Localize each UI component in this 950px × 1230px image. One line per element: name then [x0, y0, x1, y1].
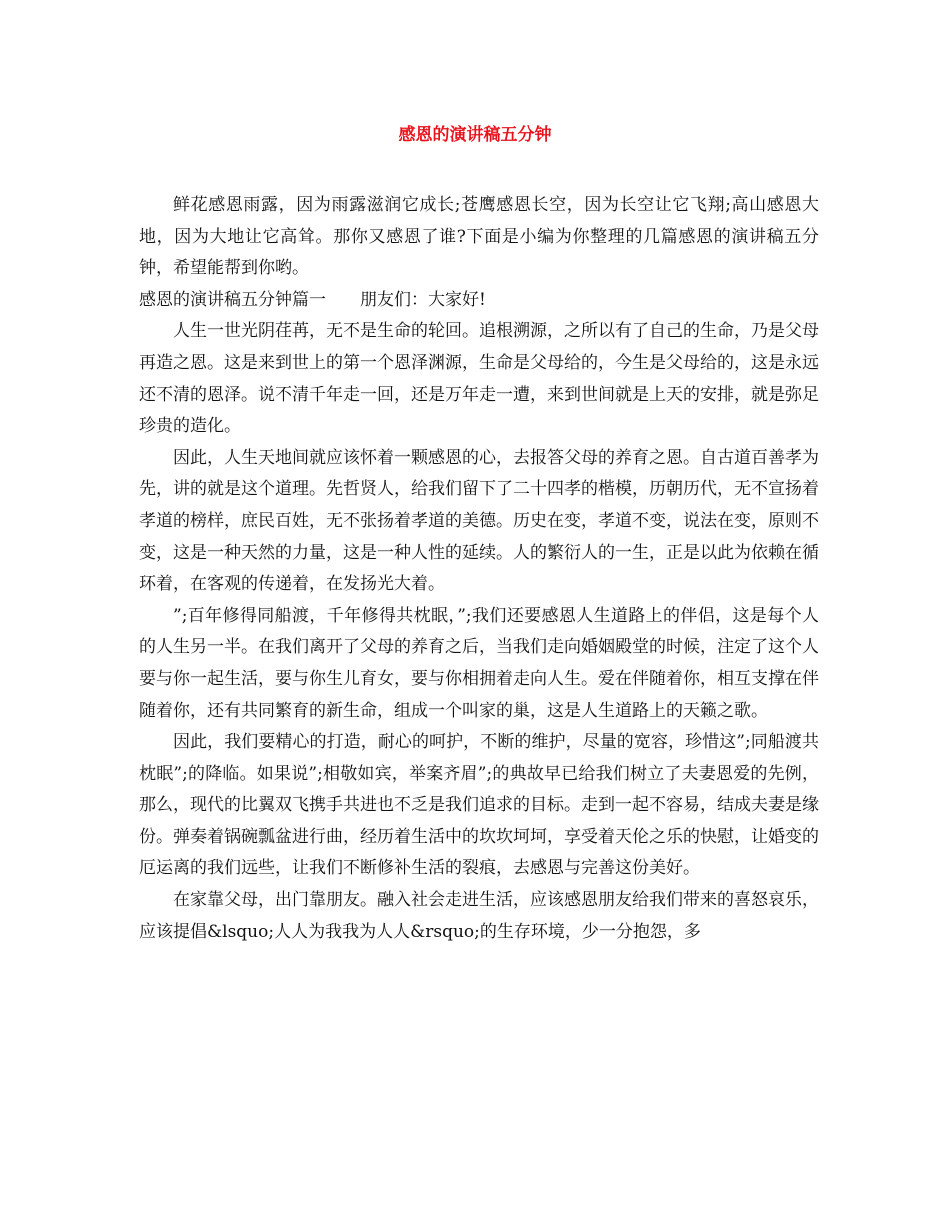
- paragraph: 因此，人生天地间就应该怀着一颗感恩的心，去报答父母的养育之恩。自古道百善孝为先，讲的就是这个道理。先哲贤人，给我们留下了二十四孝的楷模，历朝历代，无不宣扬着孝道的榜样，庶民百姓，无不张扬着孝道的美德。历史在变，孝道不变，说法在变，原则不变，这是一种天然的力量，这是一种人性的延续。人的繁衍人的一生，正是以此为依赖在循环着，在客观的传递着，在发扬光大着。: [139, 447, 819, 595]
- document-title: 感恩的演讲稿五分钟: [398, 125, 552, 145]
- paragraph: 在家靠父母，出门靠朋友。融入社会走进生活，应该感恩朋友给我们带来的喜怒哀乐，应该提倡&lsquo;人人为我我为人人&rsquo;的生存环境，少一分抱怨，多: [139, 890, 819, 942]
- paragraph: 人生一世光阴荏苒，无不是生命的轮回。追根溯源，之所以有了自己的生命，乃是父母再造之恩。这是来到世上的第一个恩泽渊源，生命是父母给的，今生是父母给的，这是永远还不清的恩泽。说不清千年走一回，还是万年走一遭，来到世间就是上天的安排，就是弥足珍贵的造化。: [139, 321, 819, 437]
- paragraph-intro: 鲜花感恩雨露，因为雨露滋润它成长;苍鹰感恩长空，因为长空让它飞翔;高山感恩大地，因为大地让它高耸。那你又感恩了谁?下面是小编为你整理的几篇感恩的演讲稿五分钟，希望能帮到你哟。: [139, 195, 819, 279]
- document-body: [139, 190, 819, 948]
- paragraph: ”;百年修得同船渡，千年修得共枕眠，”;我们还要感恩人生道路上的伴侣，这是每个人的人生另一半。在我们离开了父母的养育之后，当我们走向婚姻殿堂的时候，注定了这个人要与你一起生活，要与你生儿育女，要与你相拥着走向人生。爱在伴随着你，相互支撑在伴随着你，还有共同繁育的新生命，组成一个叫家的巢，这是人生道路上的天籁之歌。: [139, 605, 819, 721]
- paragraph: 因此，我们要精心的打造，耐心的呵护，不断的维护，尽量的宽容，珍惜这”;同船渡共枕眠”;的降临。如果说”;相敬如宾，举案齐眉”;的典故早已给我们树立了夫妻恩爱的先例，那么，现代的比翼双飞携手共进也不乏是我们追求的目标。走到一起不容易，结成夫妻是缘份。弹奏着锅碗瓢盆进行曲，经历着生活中的坎坎坷坷，享受着天伦之乐的快慰，让婚变的厄运离的我们远些，让我们不断修补生活的裂痕，去感恩与完善这份美好。: [139, 732, 819, 879]
- section-heading: 感恩的演讲稿五分钟篇一 朋友们：大家好!: [139, 289, 486, 310]
